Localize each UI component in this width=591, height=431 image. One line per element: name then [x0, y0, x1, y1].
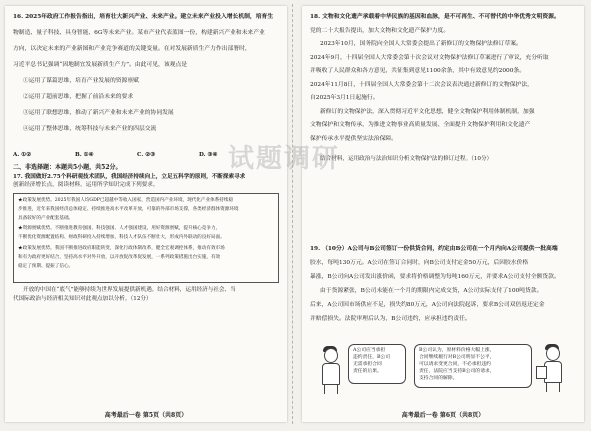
q16-option-c: C. ②③ [137, 152, 156, 158]
q17-task-line: 开放的中国在“底气”能够持续为世界发展提供新机遇。结合材料，运用经济与社会、当 [23, 287, 236, 293]
document-icon [536, 366, 547, 379]
q17-task-line: 代国际政治与经济相关知识对此观点加以分析。（12分） [13, 296, 152, 302]
q18-line: 党的二十大报告提出，加大文物和文化遗产保护力度。 [310, 27, 450, 34]
material-line: 稳定了预期、提振了信心。 [18, 264, 74, 269]
q19-line: 并赔偿损失。法院审理后认为，B公司违约，应承担违约责任。 [310, 316, 471, 322]
q16-line: ②运用了超前思维，把握了前沿未来的要求 [23, 94, 134, 100]
q16-line: 物制造、量子科技、具身智能、6G等未来产业。某市产业代表蓝图一份，构建新兴产业和未来产业 [13, 30, 265, 36]
q16-line: 习近平总书记强调“因地制宜发展新质生产力”。由此可见，该观点是 [13, 62, 188, 68]
material-line: 和有为政府更好结合，坚持高水平对外开放，以开放促改革促发展，一系列政策措施出台实施，有效 [18, 255, 221, 260]
material-line: 步推进，近年来我国经济总体稳定、持续推进高水平改革开放，可靠的外部市场支撑，各类经济群体资源环境 [18, 207, 239, 212]
speech-b-line: 支持合同的解除。 [419, 376, 458, 381]
q16-option-d: D. ③④ [199, 152, 218, 158]
q18-line: 文物保护和文物传承，为推进文物事业高质量发展、全面提升文物保护利用和文化遗产 [310, 122, 531, 128]
q18-line: 自2025年3月1日起施行。 [310, 95, 379, 101]
q16-option-a: A. ①② [13, 152, 32, 158]
q19-line: 胶水，每吨130万元。A公司在签订合同时，向B公司支付定金50万元，后因胶水价格 [310, 260, 529, 266]
left-page [5, 6, 287, 422]
q19-line: 暴涨，B公司向A公司发出涨价函，要求将价格调整为每吨160万元，并要求A公司支付全额货款。 [310, 274, 560, 280]
section-2-title: 二、非选择题：本题共5小题，共52分。 [13, 164, 122, 171]
q18-task: 结合材料，运用政治与法治知识分析文物保护法的修订过程。（10分） [320, 156, 493, 162]
person-b-illustration [536, 344, 572, 402]
material-line: ★资源禀赋优势。不断推进教育强国、科技强国、人才强国建设，用好资源禀赋，提升核心竞争力， [18, 226, 221, 231]
speech-a-line: A公司应当承担 [353, 348, 386, 353]
speech-bubble-b [414, 344, 532, 388]
q16-line: 方向，以决定未来的产业新图和产业竞争赛道的关键变量。在对发展新质生产力作出部署时， [13, 46, 251, 52]
speech-b-line: 可以请求变更合同，不必承担违约 [419, 362, 491, 367]
speech-a-line: 责任的后果。 [353, 369, 382, 374]
q19-line: 由于货源紧张，B公司未能在一个月的期限内完成交货，A公司实际支付了100吨货款。 [320, 288, 543, 294]
material-box [13, 193, 279, 283]
speech-b-line: 合同继续履行对B公司明显不公平， [419, 355, 495, 360]
speech-bubble-a [348, 344, 406, 384]
speech-a-line: 无需承担合同 [353, 362, 382, 367]
person-a-illustration [316, 346, 346, 401]
q16-option-b: B. ①④ [75, 152, 94, 158]
q18-line: 新修订的文物保护法，深入贯彻习近平文化思想，健全文物保护利用体制机制，加强 [320, 108, 535, 115]
q16-line: ④运用了整体思维，统筹科技与未来产业的四层交流 [23, 126, 157, 132]
right-page [302, 6, 584, 422]
material-line: ★政策发展优势。2025年我国人均GDP已超越中等收入国家，营造国内产业环境，现代化产业体系持续稳 [18, 198, 234, 203]
q18-line: 并吸收了人民群众和各方意见，共征集到意见1100余条，其中有效意见约2000条。 [310, 68, 526, 74]
binding-divider [292, 4, 297, 424]
q19-line: 19. （10分）A公司与B公司签订一份供货合同，约定由B公司在一个月内向A公司提供一批高端 [310, 246, 558, 252]
q18-line: 2024年9月，十四届全国人大常委会第十次会议对文物保护法修订草案进行了审议，充分听取 [310, 54, 549, 61]
q17-intro-line: 创新经济增长点，阅读材料，运用所学知识完成下列要求。 [13, 182, 159, 188]
page-footer-right: 高考最后一卷 第6页（共8页） [401, 412, 485, 419]
speech-b-line: B公司认为，原材料价格大幅上涨， [419, 348, 495, 353]
speech-b-line: 责任，法院应当支持B公司的请求， [419, 369, 495, 374]
q17-intro-line: 17. 我国做好2.75个科研观技术团队，我国经济持续向上，立足五科学的原则，不断探索寻求 [13, 174, 246, 180]
q18-line: 保护传承水平提供坚实法治保障。 [310, 135, 397, 142]
page-footer-left: 高考最后一卷 第5页（共8页） [104, 412, 188, 419]
speech-a-line: 违约责任，B公司 [353, 355, 391, 360]
q19-line: 后来，A公司因市场供应不足，损失约80万元，A公司向法院起诉，要求B公司双倍返还定金 [310, 302, 545, 308]
watermark: 试题调研 [228, 144, 341, 174]
q18-line: 2023年10月，国务院向全国人大常委会提出了新修订的文物保护法修订草案。 [320, 41, 522, 47]
q16-line: ①运用了谋篇思维，培育产业发展的资源禀赋 [23, 78, 139, 84]
q16-line: 16. 2025年政府工作报告指出，培育壮大新兴产业、未来产业。建立未来产业投入增长机制，培育生 [13, 14, 274, 20]
material-line: ★政策发展优势。我国不断推进政府职能转变，深化行政体制改革，健全宏观调控体系，推动有效市场 [18, 246, 225, 251]
q18-line: 18. 文物和文化遗产承载着中华民族的基因和血脉，是不可再生、不可替代的中华优秀文明资源。 [310, 14, 560, 20]
q16-line: ③运用了联想思维，推动了新兴产业和未来产业的协同发展 [23, 110, 174, 116]
material-line: 具备较好的产业配套基础。 [18, 216, 74, 221]
material-line: 不断优化资源配置结构、财政科研投入持续增加，科技人才队伍不断壮大，形成内外联动的良好局面。 [18, 235, 225, 240]
q18-line: 2024年11月8日，十四届全国人大常委会第十二次会议表决通过新修订的文物保护法， [310, 81, 533, 88]
